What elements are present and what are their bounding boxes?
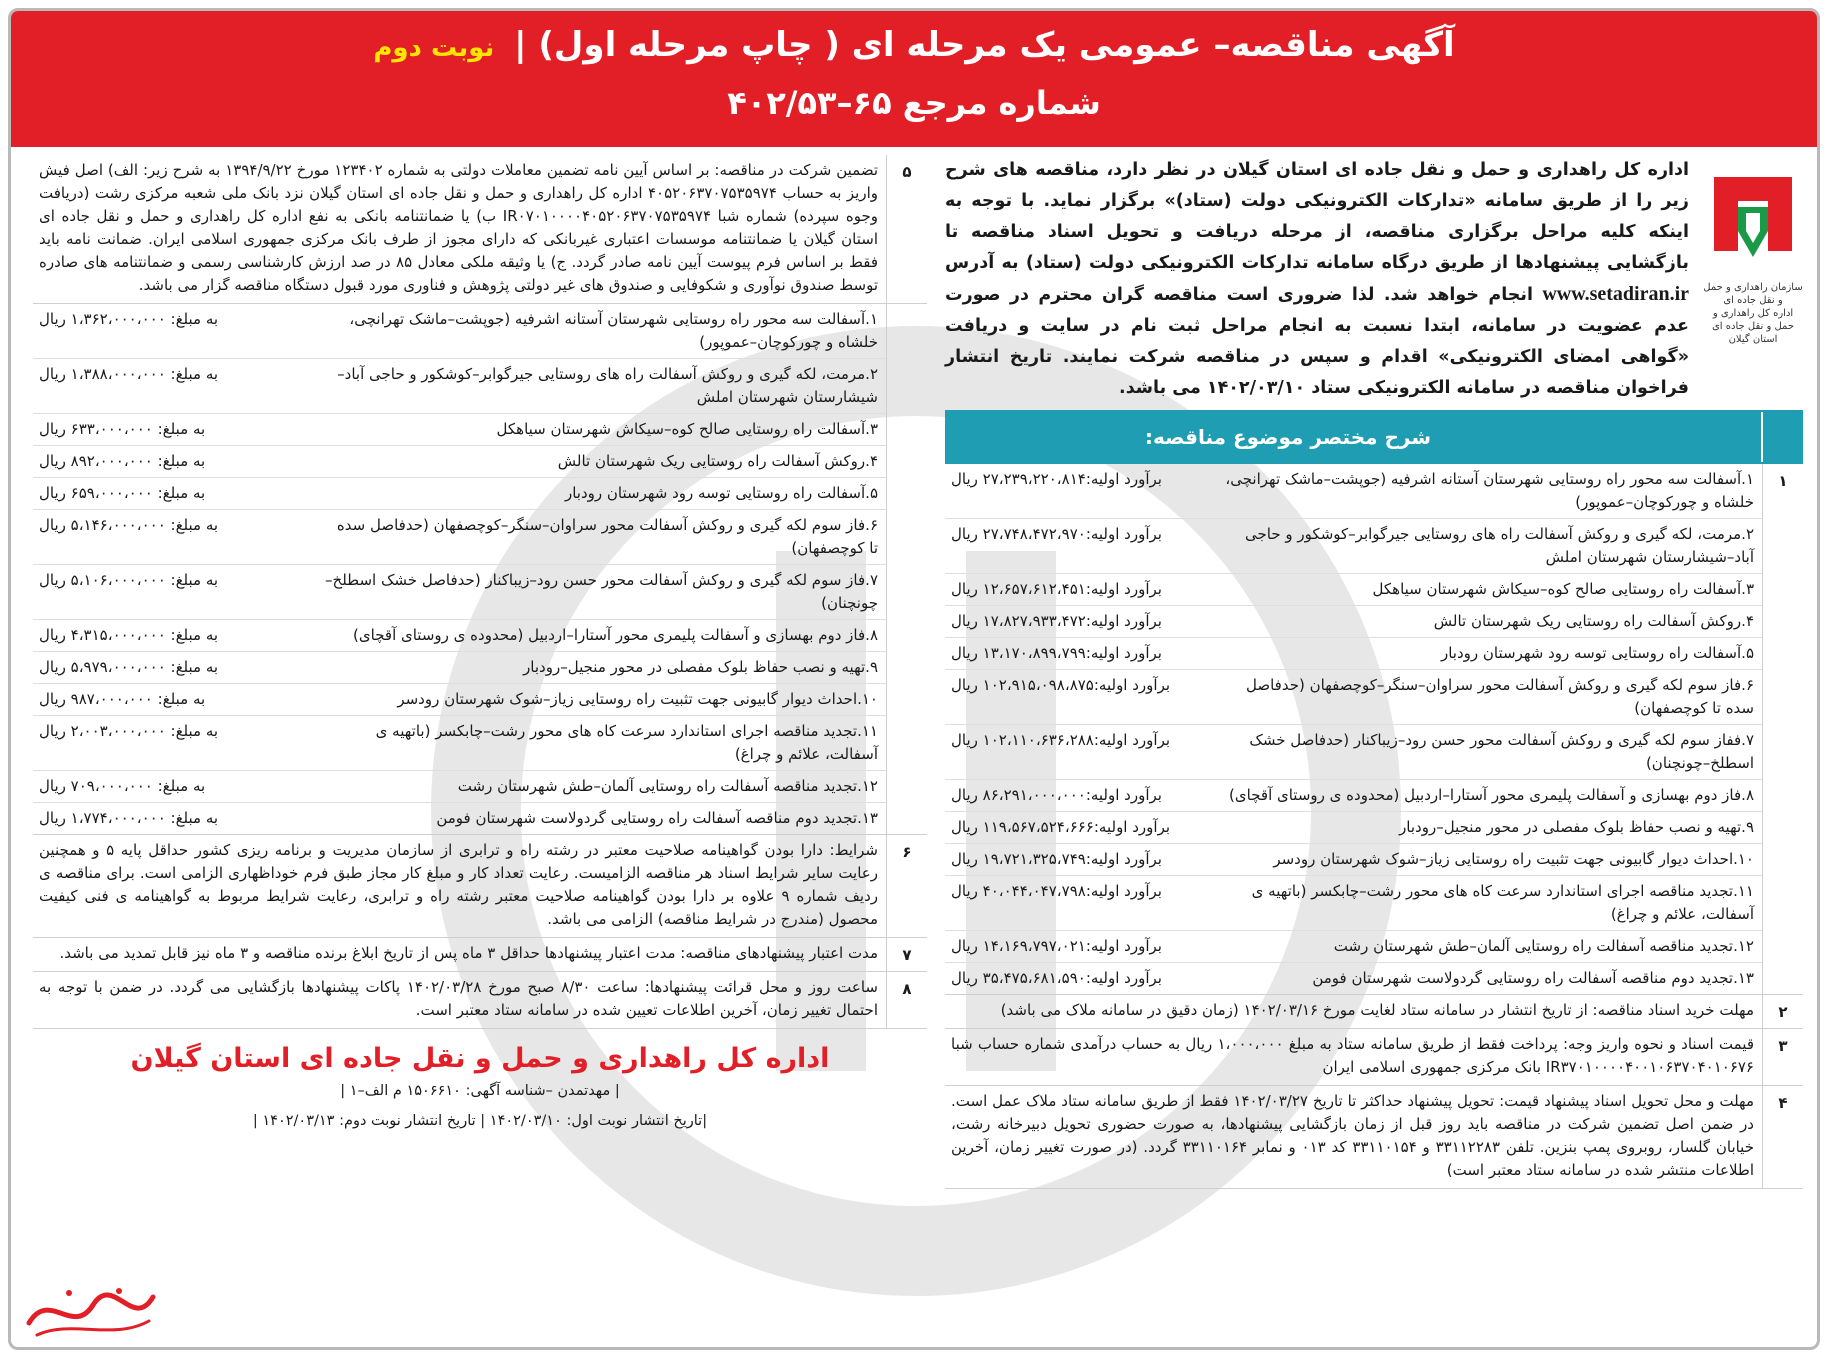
list-item <box>33 620 886 652</box>
list-item <box>945 812 1762 844</box>
item-name: ۱۰.احداث دیوار گابیونی جهت تثبیت راه روستایی زیاز–شوک شهرستان رودسر <box>397 690 878 708</box>
list-item <box>33 652 886 684</box>
list-item <box>33 771 886 803</box>
item-amount: به مبلغ: ۶۳۳،۰۰۰،۰۰۰ ریال <box>39 420 206 438</box>
item-name: ۱۲.تجدید مناقصه آسفالت راه روستایی آلمان–طش شهرستان رشت <box>1333 937 1754 955</box>
section-number: ۲ <box>1778 1003 1788 1021</box>
item-amount: به مبلغ: ۵،۱۴۶،۰۰۰،۰۰۰ ریال <box>39 516 219 534</box>
item-amount: برآورد اولیه:۲۷،۷۴۸،۴۷۲،۹۷۰ ریال <box>951 525 1162 543</box>
item-name: ۱۱.تجدید مناقصه اجرای استاندارد سرعت کاه های محور رشت–چابکسر (باتهیه ی آسفالت، علائم و چراغ) <box>1251 882 1754 923</box>
rahdari-logo-icon <box>1708 173 1798 277</box>
list-item <box>33 414 886 446</box>
item-amount: برآورد اولیه:۱۰۲،۹۱۵،۰۹۸،۸۷۵ ریال <box>951 676 1171 694</box>
section-6-row <box>33 835 927 938</box>
item-amount: به مبلغ: ۵،۱۰۶،۰۰۰،۰۰۰ ریال <box>39 571 219 589</box>
item-amount: برآورد اولیه:۸۶،۲۹۱،۰۰۰،۰۰۰ ریال <box>951 786 1162 804</box>
document-deadline-text: مهلت خرید اسناد مناقصه: از تاریخ انتشار در سامانه ستاد لغایت مورخ ۱۴۰۲/۰۳/۱۶ (زمان دقیق در سامانه ملاک می باشد) <box>945 995 1763 1028</box>
list-item <box>945 638 1762 670</box>
list-item <box>33 304 886 359</box>
section-3-row <box>945 1029 1803 1086</box>
section-5-row <box>33 155 927 304</box>
list-item <box>945 606 1762 638</box>
item-name: ۶.فاز سوم لکه گیری و روکش آسفالت محور سراوان–سنگر–کوچصفهان (حدفاصل سده تا کوچصفهان) <box>336 516 878 557</box>
logo-caption: سازمان راهداری و حمل و نقل جاده ای <box>1703 282 1803 306</box>
list-item <box>33 565 886 620</box>
item-name: ۱۱.تجدید مناقصه اجرای استاندارد سرعت کاه های محور رشت–چابکسر (باتهیه ی آسفالت، علائم و چراغ) <box>375 722 878 763</box>
item-name: ۲.مرمت، لکه گیری و روکش آسفالت راه های روستایی جیرگوابر–کوشکور و حاجی آباد–شیشارستان شهرستان املش <box>337 365 878 406</box>
item-name: ۶.فاز سوم لکه گیری و روکش آسفالت محور سراوان–سنگر–کوچصفهان (حدفاصل سده تا کوچصفهان) <box>1246 676 1754 717</box>
list-item <box>33 803 886 834</box>
section-8-row <box>33 972 927 1029</box>
list-item <box>945 725 1762 780</box>
list-item <box>33 716 886 771</box>
intro-block <box>945 155 1803 404</box>
section-number: ۱ <box>1778 472 1788 490</box>
list-item <box>945 844 1762 876</box>
list-item <box>33 510 886 565</box>
item-amount: برآورد اولیه:۱۲،۶۵۷،۶۱۲،۴۵۱ ریال <box>951 580 1162 598</box>
item-name: ۷.فاز سوم لکه گیری و روکش آسفالت محور حسن رود–زیباکنار (حدفاصل خشک اسطلخ–چونچنان) <box>325 571 878 612</box>
item-amount: برآورد اولیه:۲۷،۲۳۹،۲۲۰،۸۱۴ ریال <box>951 470 1162 488</box>
item-amount: به مبلغ: ۵،۹۷۹،۰۰۰،۰۰۰ ریال <box>39 658 219 676</box>
section-7-row <box>33 938 927 972</box>
intro-text-a: اداره کل راهداری و حمل و نقل جاده ای استان گیلان در نظر دارد، مناقصه های شرح زیر را از طریق سامانه «تدارکات الکترونیکی دولت (ستاد)» برگزار نماید. با توجه به اینکه کلیه مراحل برگزاری مناقصه، از مرحله دریافت و تحویل اسناد مناقصه تا بازگشایی پیشنهادها از طریق درگاه سامانه تدارکات الکترونیکی دولت (ستاد) به آدرس <box>945 160 1689 273</box>
section-number: ۳ <box>1778 1037 1788 1055</box>
intro-text <box>945 155 1689 404</box>
item-name: ۷.ففاز سوم لکه گیری و روکش آسفالت محور حسن رود–زیباکنار (حدفاصل خشک اسطلخ–چونچنان) <box>1249 731 1754 772</box>
project-list <box>945 464 1763 994</box>
footer-ad-id: | مهدتمدن –شناسه آگهی: ۱۵۰۶۶۱۰ م الف–۱ | <box>340 1083 620 1099</box>
setadiran-link[interactable]: www.setadiran.ir <box>1542 283 1690 305</box>
item-name: ۸.فاز دوم بهسازی و آسفالت پلیمری محور آستارا–اردبیل (محدوده ی روستای آقچای) <box>353 626 878 644</box>
left-column <box>17 155 937 1347</box>
item-name: ۱.آسفالت سه محور راه روستایی شهرستان آستانه اشرفیه (جوپشت–ماشک تهرانچی، خلشاه و چورکوچان–عموپور) <box>1225 470 1754 511</box>
item-name: ۹.تهیه و نصب حفاظ بلوک مفصلی در محور منجیل–رودبار <box>1399 818 1754 836</box>
ad-title-line <box>11 19 1817 74</box>
intro-text-b: انجام خواهد شد. لذا ضروری است مناقصه گران محترم در صورت عدم عضویت در سامانه، ابتدا نسبت به انجام مراحل ثبت نام در سایت و دریافت «گواهی امضای الکترونیکی» اقدام و سپس در مناقصه شرکت نمایند. تاریخ انتشار فراخوان مناقصه در سامانه الکترونیکی ستاد ۱۴۰۲/۰۳/۱۰ می باشد. <box>945 285 1689 398</box>
section-1-row <box>945 464 1803 995</box>
item-amount: به مبلغ: ۱،۷۷۴،۰۰۰،۰۰۰ ریال <box>39 809 219 827</box>
ad-title: آگهی مناقصه– عمومی یک مرحله ای ( چاپ مرحله اول) | <box>514 25 1455 65</box>
tender-ad-page <box>8 8 1820 1350</box>
item-amount: برآورد اولیه:۱۰۲،۱۱۰،۶۳۶،۲۸۸ ریال <box>951 731 1171 749</box>
table-title: شرح مختصر موضوع مناقصه: <box>1145 425 1431 449</box>
item-name: ۳.آسفالت راه روستایی صالح کوه–سیکاش شهرستان سیاهکل <box>496 420 878 438</box>
item-amount: برآورد اولیه:۴۰،۰۴۴،۰۴۷،۷۹۸ ریال <box>951 882 1162 900</box>
guarantee-text: تضمین شرکت در مناقصه: بر اساس آیین نامه تضمین معاملات دولتی به شماره ۱۲۳۴۰۲ مورخ ۱۳۹۴/۹/۲۲ به شرح زیر: الف) اصل فیش واریز به حساب ۴۰۵۲۰۶۳۷۰۷۵۳۵۹۷۴ اداره کل راهداری و حمل و نقل جاده ای استان گیلان نزد بانک ملی شعبه مرکزی رشت (دریافت وجوه سپرده) شماره شبا IR۰۷۰۱۰۰۰۰۴۰۵۲۰۶۳۷۰۷۵۳۵۹۷۴ ب) یا ضمانتنامه بانکی به نفع اداره کل راهداری و حمل و نقل جاده ای استان گیلان یا ضمانتنامه موسسات اعتباری غیربانکی که دارای مجوز از طرف بانک مرکزی جمهوری اسلامی ایران. ضمانت نامه باید فقط بر اساس فرم پیوست آیین نامه صادر گردد. ج) یا وثیقه ملکی معادل ۸۵ در صد ارزش کارشناسی رسمی و ضمانتنامه های صادره توسط صندوق نوآوری و شکوفایی و صندوق های غیر دولتی پژوهش و فناوری مورد قبول دستگاه مناقصه گزار می باشد. <box>33 155 887 303</box>
list-item <box>33 478 886 510</box>
section-number-empty <box>887 304 927 834</box>
list-item <box>945 931 1762 963</box>
item-amount: برآورد اولیه:۳۵،۴۷۵،۶۸۱،۵۹۰ ریال <box>951 969 1162 987</box>
item-amount: برآورد اولیه:۱۳،۱۷۰،۸۹۹،۷۹۹ ریال <box>951 644 1162 662</box>
section-2-row <box>945 995 1803 1029</box>
item-name: ۱۲.تجدید مناقصه آسفالت راه روستایی آلمان–طش شهرستان رشت <box>457 777 878 795</box>
item-amount: به مبلغ: ۷۰۹،۰۰۰،۰۰۰ ریال <box>39 777 206 795</box>
ad-body <box>11 155 1817 1347</box>
list-item <box>33 359 886 414</box>
table-header <box>945 410 1803 464</box>
list-item <box>33 684 886 716</box>
list-item <box>945 464 1762 519</box>
list-item <box>945 670 1762 725</box>
submission-deadline-text: مهلت و محل تحویل اسناد پیشنهاد قیمت: تحویل پیشنهاد حداکثر تا تاریخ ۱۴۰۲/۰۳/۲۷ فقط از طریق سامانه ستاد ملاک عمل است. در ضمن اصل تضمین شرکت در مناقصه باید روز قبل از زمان بازگشایی پیشنهادها، به صورت حضوری تحویل دبیرخانه رشت، خیابان گلسار، روبروی پمپ بنزین. تلفن ۳۳۱۱۲۲۸۳ و ۳۳۱۱۰۱۵۴ کد ۰۱۳ و نمابر ۳۳۱۱۰۱۶۴ گردد. (در صورت تغییر زمان، آخرین اطلاعات منتشر شده در سامانه ستاد معتبر است) <box>945 1086 1763 1188</box>
section-number: ۵ <box>902 163 912 181</box>
item-amount: به مبلغ: ۱،۳۶۲،۰۰۰،۰۰۰ ریال <box>39 310 219 328</box>
item-name: ۱.آسفالت سه محور راه روستایی شهرستان آستانه اشرفیه (جوپشت–ماشک تهرانچی، خلشاه و چورکوچان–عموپور) <box>349 310 878 351</box>
item-name: ۱۰.احداث دیوار گابیونی جهت تثبیت راه روستایی زیاز–شوک شهرستان رودسر <box>1273 850 1754 868</box>
item-amount: به مبلغ: ۱،۳۸۸،۰۰۰،۰۰۰ ریال <box>39 365 219 383</box>
item-name: ۱۳.تجدید دوم مناقصه آسفالت راه روستایی گردولاست شهرستان فومن <box>1312 969 1754 987</box>
list-item <box>945 780 1762 812</box>
item-name: ۱۳.تجدید دوم مناقصه آسفالت راه روستایی گردولاست شهرستان فومن <box>436 809 878 827</box>
list-item <box>945 876 1762 931</box>
guarantee-amounts-row <box>33 304 927 835</box>
ad-header <box>11 11 1817 147</box>
right-column <box>937 155 1817 1347</box>
section-number: ۸ <box>902 980 912 998</box>
item-name: ۵.آسفالت راه روستایی توسه رود شهرستان رودبار <box>564 484 878 502</box>
item-name: ۵.آسفالت راه روستایی توسه رود شهرستان رودبار <box>1440 644 1754 662</box>
section-4-row <box>945 1086 1803 1189</box>
guarantee-list <box>33 304 887 834</box>
item-amount: برآورد اولیه:۱۴،۱۶۹،۷۹۷،۰۲۱ ریال <box>951 937 1162 955</box>
list-item <box>945 574 1762 606</box>
item-amount: به مبلغ: ۲،۰۰۳،۰۰۰،۰۰۰ ریال <box>39 722 219 740</box>
item-name: ۹.تهیه و نصب حفاظ بلوک مفصلی در محور منجیل–رودبار <box>523 658 878 676</box>
item-amount: به مبلغ: ۹۸۷،۰۰۰،۰۰۰ ریال <box>39 690 206 708</box>
item-amount: به مبلغ: ۴،۳۱۵،۰۰۰،۰۰۰ ریال <box>39 626 219 644</box>
org-logo <box>1703 173 1803 404</box>
conditions-text: شرایط: دارا بودن گواهینامه صلاحیت معتبر در رشته راه و ترابری از سازمان مدیریت و برنامه ریزی کشور حداقل پایه ۵ و همچنین رعایت سایر شرایط اسناد هر مناقصه الزامیست. رعایت تعداد کار و مبلغ کار مجاز طبق فرم خوداظهاری الزامی است. برای مناقصه ی ردیف شماره ۹ علاوه بر دارا بودن گواهینامه صلاحیت معتبر رشته راه و ترابری، رعایت شرایط مربوط به گواهینامه ی فنی کیفیت محصول (مندرج در شرایط مناقصه) الزامی می باشد. <box>33 835 887 937</box>
reference-number: شماره مرجع ۶۵–۴۰۲/۵۳ <box>727 84 1101 122</box>
logo-subcaption: اداره کل راهداری و حمل و نقل جاده ای استان گیلان <box>1711 308 1795 345</box>
item-amount: به مبلغ: ۸۹۲،۰۰۰،۰۰۰ ریال <box>39 452 206 470</box>
item-amount: برآورد اولیه:۱۱۹،۵۶۷،۵۲۴،۶۶۶ ریال <box>951 818 1171 836</box>
validity-text: مدت اعتبار پیشنهادهای مناقصه: مدت اعتبار پیشنهادها حداقل ۳ ماه پس از تاریخ ابلاغ برنده مناقصه و ۳ ماه نیز قابل تمدید می باشد. <box>33 938 887 971</box>
mahd-tamadon-logo-icon <box>21 1279 161 1345</box>
list-item <box>33 446 886 478</box>
section-number: ۷ <box>902 946 912 964</box>
footer-org-name: اداره کل راهداری و حمل و نقل جاده ای استان گیلان <box>130 1043 830 1074</box>
section-number: ۴ <box>1778 1094 1788 1112</box>
section-number: ۶ <box>902 843 912 861</box>
item-name: ۴.روکش آسفالت راه روستایی ریک شهرستان تالش <box>557 452 878 470</box>
list-item <box>945 963 1762 994</box>
item-name: ۸.فاز دوم بهسازی و آسفالت پلیمری محور آستارا–اردبیل (محدوده ی روستای آقچای) <box>1229 786 1754 804</box>
table-header-num-cell <box>1761 412 1801 462</box>
item-name: ۲.مرمت، لکه گیری و روکش آسفالت راه های روستایی جیرگوابر–کوشکور و حاجی آباد–شیشارستان شهرستان املش <box>1245 525 1754 566</box>
list-item <box>945 519 1762 574</box>
document-price-text: قیمت اسناد و نحوه واریز وجه: پرداخت فقط از طریق سامانه ستاد به مبلغ ۱،۰۰۰،۰۰۰ ریال به حساب درآمدی شماره حساب شبا IR۳۷۰۱۰۰۰۰۴۰۰۱۰۶۳۷۰۴۰۱۰۶۷۶ بانک مرکزی جمهوری اسلامی ایران <box>945 1029 1763 1085</box>
opening-time-text: ساعت روز و محل قرائت پیشنهادها: ساعت ۸/۳۰ صبح مورخ ۱۴۰۲/۰۳/۲۸ پاکات پیشنهادها بازگشایی می گردد. در ضمن با توجه به احتمال تغییر زمان، آخرین اطلاعات تعیین شده در سامانه ستاد معتبر است. <box>33 972 887 1028</box>
item-amount: برآورد اولیه:۱۹،۷۲۱،۳۲۵،۷۴۹ ریال <box>951 850 1162 868</box>
item-name: ۴.روکش آسفالت راه روستایی ریک شهرستان تالش <box>1433 612 1754 630</box>
footer-publish-dates: |تاریخ انتشار نوبت اول: ۱۴۰۲/۰۳/۱۰ | تاریخ انتشار نوبت دوم: ۱۴۰۲/۰۳/۱۳ | <box>252 1113 708 1129</box>
item-amount: برآورد اولیه:۱۷،۸۲۷،۹۳۳،۴۷۲ ریال <box>951 612 1162 630</box>
round-badge: نوبت دوم <box>373 33 495 63</box>
item-amount: به مبلغ: ۶۵۹،۰۰۰،۰۰۰ ریال <box>39 484 206 502</box>
item-name: ۳.آسفالت راه روستایی صالح کوه–سیکاش شهرستان سیاهکل <box>1372 580 1754 598</box>
